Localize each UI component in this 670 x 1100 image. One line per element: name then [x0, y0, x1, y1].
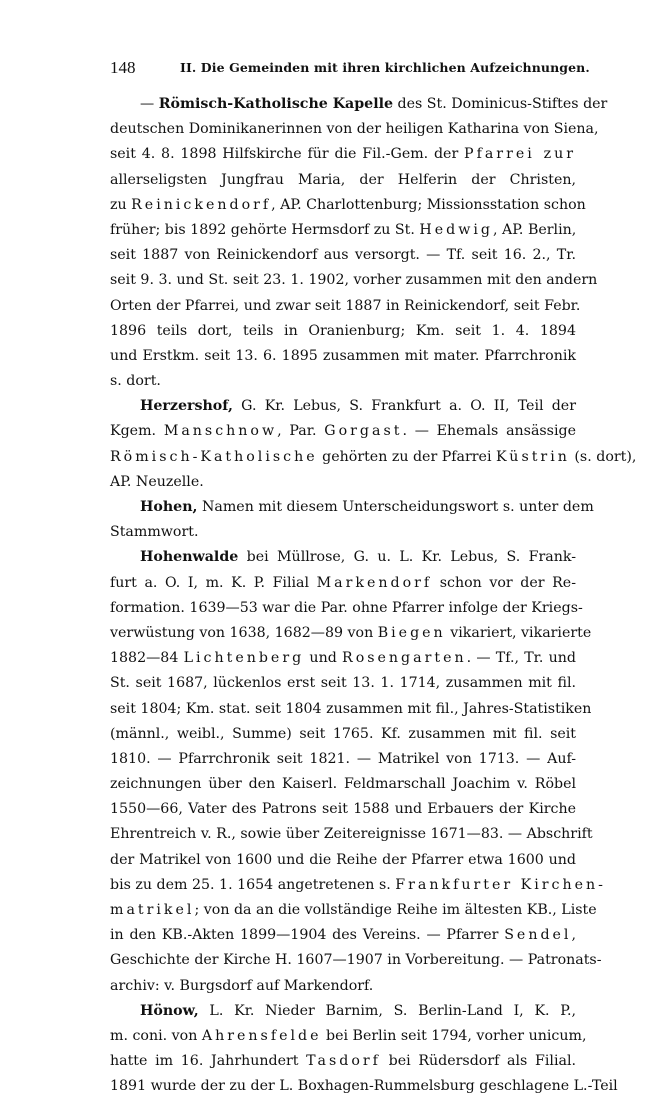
text-line — [110, 268, 598, 293]
text-segment: (s. dort), — [569, 448, 637, 465]
spaced-name: Biegen — [377, 624, 446, 641]
text-segment: 1550—66, Vater des Patrons seit 1588 und Erbauers der Kirche — [110, 801, 576, 818]
spaced-name: matrikel — [110, 902, 195, 918]
text-segment: , AP. Charlottenburg; Missionsstation schon — [271, 196, 586, 213]
text-segment: m. coni. von — [110, 1027, 202, 1044]
entry-heading: Hönow, — [140, 1002, 199, 1019]
text-segment: ; von da an die vollständige Reihe im ältesten KB., Liste — [194, 902, 597, 918]
text-segment: in den KB.-Akten 1899—1904 des Vereins. — Pfarrer — [110, 927, 505, 944]
text-segment: gehörten zu der Pfarrei — [317, 448, 497, 465]
spaced-name: Manschnow — [163, 423, 278, 440]
text-segment: Orten der Pfarrei, und zwar seit 1887 in Reinickendorf, seit Febr. — [110, 297, 581, 314]
text-segment: , — [571, 927, 576, 944]
text-segment: hatte im 16. Jahrhundert — [110, 1053, 307, 1070]
text-line — [110, 243, 576, 268]
text-line — [110, 974, 576, 999]
text-line — [110, 1074, 618, 1099]
text-segment: verwüstung von 1638, 1682—89 von — [110, 624, 378, 641]
text-line — [110, 671, 576, 696]
text-segment: bei Müllrose, G. u. L. Kr. Lebus, S. Frank- — [238, 549, 576, 566]
text-line — [110, 948, 602, 973]
text-segment: 1891 wurde der zu der L. Boxhagen-Rummelsburg geschlagene L.-Teil — [110, 1078, 618, 1095]
text-line — [110, 772, 576, 797]
spaced-name: Markendorf — [316, 574, 433, 591]
text-line — [110, 873, 606, 898]
text-line — [110, 168, 576, 193]
text-segment: G. Kr. Lebus, S. Frankfurt a. O. II, Teil der — [232, 398, 576, 415]
text-line — [110, 596, 583, 621]
text-segment: und Erstkm. seit 13. 6. 1895 zusammen mit mater. Pfarrchronik — [110, 347, 576, 364]
text-segment: Kgem. — [110, 423, 164, 440]
text-segment: Geschichte der Kirche H. 1607—1907 in Vorbereitung. — Patronats- — [110, 952, 602, 969]
text-line — [110, 697, 592, 722]
text-segment: Ehrentreich v. R., sowie über Zeitereignisse 1671—83. — Abschrift — [110, 826, 593, 843]
text-line — [110, 294, 581, 319]
text-segment: L. Kr. Nieder Barnim, S. Berlin-Land I, K. P., — [198, 1002, 576, 1019]
text-line — [110, 92, 608, 117]
spaced-name: Hedwig — [419, 221, 493, 238]
text-line — [110, 520, 576, 545]
text-segment: seit 9. 3. und St. seit 23. 1. 1902, vorher zusammen mit den andern — [110, 272, 598, 289]
page-header — [110, 58, 590, 80]
text-segment: St. seit 1687, lückenlos erst seit 13. 1. 1714, zusammen mit fil. — [110, 675, 576, 692]
text-segment: 1896 teils dort, teils in Oranienburg; Km. seit 1. 4. 1894 — [110, 322, 576, 339]
text-segment: und — [304, 650, 343, 667]
body-text — [110, 92, 637, 1100]
text-line — [110, 571, 576, 596]
text-line — [110, 646, 576, 671]
text-line — [110, 142, 576, 167]
text-segment: seit 4. 8. 1898 Hilfskirche für die Fil.-Gem. der — [110, 146, 465, 163]
spaced-name: Tasdorf — [306, 1053, 381, 1070]
text-segment: , AP. Berlin, — [493, 221, 577, 238]
text-line — [110, 822, 593, 847]
entry-heading: Hohen, — [140, 499, 198, 515]
text-segment: seit 1887 von Reinickendorf aus versorgt. — Tf. seit 16. 2., Tr. — [110, 247, 576, 264]
text-segment: . — Tf., Tr. und — [466, 650, 576, 667]
text-line — [110, 117, 599, 142]
text-line — [110, 319, 576, 344]
text-segment: des St. Dominicus-Stiftes der — [393, 96, 608, 112]
text-line — [110, 848, 576, 873]
text-line — [110, 621, 592, 646]
spaced-name: Pfarrei zur — [464, 146, 576, 163]
text-line — [110, 394, 576, 419]
spaced-name: Lichtenberg — [183, 650, 305, 667]
spaced-name: Sendel — [504, 927, 572, 944]
text-segment: furt a. O. I, m. K. P. Filial — [110, 574, 317, 591]
text-segment: . — Ehemals ansässige — [402, 423, 576, 440]
text-segment: 1882—84 — [110, 650, 184, 667]
text-segment: zeichnungen über den Kaiserl. Feldmarschall Joachim v. Röbel — [110, 776, 576, 793]
spaced-name: Reinickendorf — [131, 196, 272, 213]
text-segment: früher; bis 1892 gehörte Hermsdorf zu St. — [110, 221, 420, 238]
text-segment: bei Berlin seit 1794, vorher unicum, — [321, 1027, 587, 1044]
text-segment: vikariert, vikarierte — [445, 624, 592, 641]
text-segment: bei Rüdersdorf als Filial. — [380, 1053, 576, 1070]
text-segment: formation. 1639—53 war die Par. ohne Pfarrer infolge der Kriegs- — [110, 599, 583, 616]
text-segment: archiv: v. Burgsdorf auf Markendorf. — [110, 977, 374, 994]
text-segment: Namen mit diesem Unterscheidungswort s. unter dem — [197, 499, 594, 515]
text-line — [110, 1049, 576, 1074]
text-segment: schon vor der Re- — [432, 574, 577, 591]
text-segment: AP. Neuzelle. — [110, 473, 204, 490]
entry-heading: Herzershof, — [140, 398, 233, 415]
spaced-name: Rosengarten — [342, 650, 467, 667]
text-line — [110, 545, 576, 570]
text-line — [110, 999, 576, 1024]
text-segment: zu — [110, 196, 132, 213]
text-line — [110, 445, 637, 470]
text-line — [110, 797, 576, 822]
text-line — [110, 419, 576, 444]
text-segment: — — [140, 96, 159, 112]
text-segment: der Matrikel von 1600 und die Reihe der Pfarrer etwa 1600 und — [110, 851, 576, 868]
text-line — [110, 898, 597, 923]
text-segment: (männl., weibl., Summe) seit 1765. Kf. zusammen mit fil. seit — [110, 725, 576, 742]
spaced-name: Küstrin — [496, 448, 570, 465]
text-line — [110, 747, 576, 772]
text-line — [110, 193, 586, 218]
page-number: 148 — [110, 58, 136, 77]
text-segment: deutschen Dominikanerinnen von der heiligen Katharina von Siena, — [110, 121, 599, 138]
text-line — [110, 923, 576, 948]
running-head: II. Die Gemeinden mit ihren kirchlichen Aufzeichnungen. — [180, 60, 590, 75]
text-segment: s. dort. — [110, 373, 161, 390]
text-segment: Stammwort. — [110, 524, 199, 541]
text-line — [110, 722, 576, 747]
entry-heading: Hohenwalde — [140, 549, 239, 566]
text-segment: , Par. — [277, 423, 325, 440]
text-segment: allerseligsten Jungfrau Maria, der Helferin der Christen, — [110, 171, 576, 188]
spaced-name: Gorgast — [324, 423, 403, 440]
text-segment: bis zu dem 25. 1. 1654 angetretenen s. — [110, 876, 396, 893]
spaced-name: Römisch-Katholische — [110, 448, 318, 465]
text-line — [110, 344, 576, 369]
spaced-name: Frankfurter Kirchen- — [395, 876, 606, 893]
text-segment: seit 1804; Km. stat. seit 1804 zusammen mit fil., Jahres-Statistiken — [110, 700, 592, 717]
entry-heading: Römisch-Katholische Kapelle — [158, 96, 394, 112]
text-line — [110, 470, 576, 495]
text-line — [110, 495, 594, 520]
text-line — [110, 1024, 587, 1049]
spaced-name: Ahrensfelde — [201, 1027, 322, 1044]
text-line — [110, 218, 576, 243]
text-segment: 1810. — Pfarrchronik seit 1821. — Matrikel von 1713. — Auf- — [110, 750, 576, 767]
text-line — [110, 369, 576, 394]
